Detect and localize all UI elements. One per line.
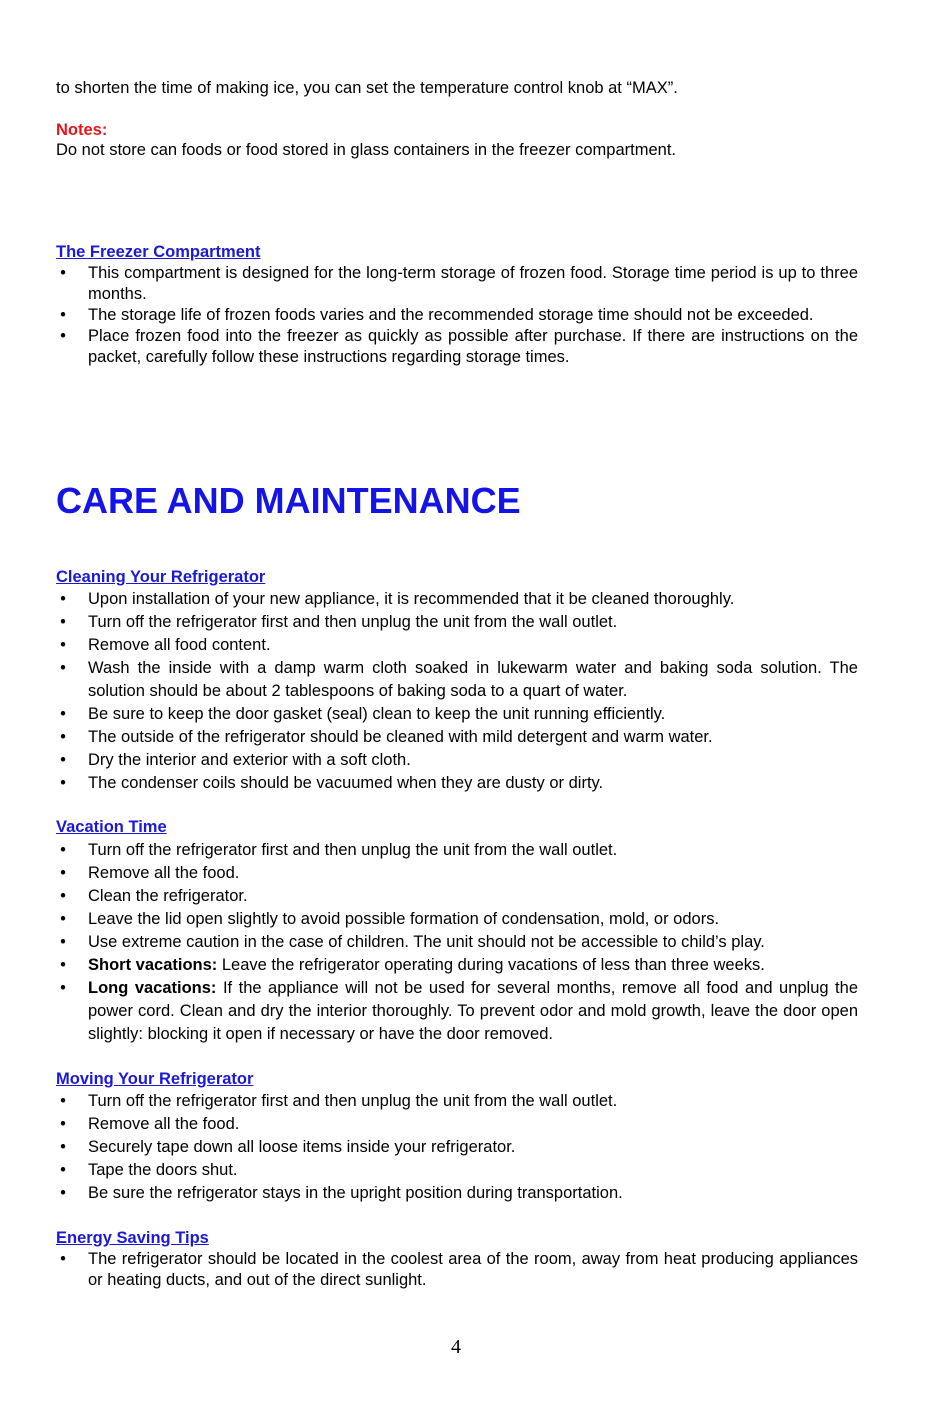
- bullet-icon: •: [60, 933, 66, 951]
- list-item: • Clean the refrigerator.: [56, 885, 858, 908]
- bullet-icon: •: [60, 306, 66, 324]
- bullet-icon: •: [60, 636, 66, 654]
- bullet-icon: •: [60, 887, 66, 905]
- bullet-icon: •: [60, 979, 66, 997]
- list-item: • Wash the inside with a damp warm cloth soaked in lukewarm water and baking soda solution. The solution should be about 2 tablespoons of baking soda to a quart of water.: [56, 657, 858, 703]
- page-title: CARE AND MAINTENANCE: [56, 480, 521, 521]
- bullet-icon: •: [60, 659, 66, 677]
- list-item: • Short vacations: Leave the refrigerator operating during vacations of less than three weeks.: [56, 954, 858, 977]
- notes-label: Notes:: [56, 121, 108, 139]
- list-item: • The refrigerator should be located in the coolest area of the room, away from heat producing appliances or heating ducts, and out of the direct sunlight.: [56, 1249, 858, 1291]
- list-item: • The condenser coils should be vacuumed when they are dusty or dirty.: [56, 772, 858, 795]
- list-item: • This compartment is designed for the long-term storage of frozen food. Storage time period is up to three months.: [56, 263, 858, 305]
- energy-heading: [56, 1228, 858, 1249]
- bullet-icon: •: [60, 1250, 66, 1268]
- cleaning-list: [56, 588, 858, 795]
- bullet-icon: •: [60, 1115, 66, 1133]
- bullet-icon: •: [60, 751, 66, 769]
- list-item: • Use extreme caution in the case of children. The unit should not be accessible to child’s play.: [56, 931, 858, 954]
- list-item: • Securely tape down all loose items inside your refrigerator.: [56, 1136, 858, 1159]
- list-item: • Turn off the refrigerator first and then unplug the unit from the wall outlet.: [56, 1090, 858, 1113]
- bullet-icon: •: [60, 590, 66, 608]
- bullet-icon: •: [60, 1161, 66, 1179]
- list-item: • Dry the interior and exterior with a soft cloth.: [56, 749, 858, 772]
- freezer-heading-text: The Freezer Compartment: [56, 243, 261, 261]
- notes-text: Do not store can foods or food stored in glass containers in the freezer compartment.: [56, 141, 676, 159]
- bullet-icon: •: [60, 327, 66, 345]
- list-item: • Be sure the refrigerator stays in the upright position during transportation.: [56, 1182, 858, 1205]
- list-item: • Place frozen food into the freezer as quickly as possible after purchase. If there are instructions on the packet, carefully follow these instructions regarding storage times.: [56, 326, 858, 368]
- energy-list: [56, 1249, 858, 1291]
- bullet-icon: •: [60, 705, 66, 723]
- list-item: • Remove all the food.: [56, 862, 858, 885]
- list-item: • Long vacations: If the appliance will not be used for several months, remove all food and unplug the power cord. Clean and dry the interior thoroughly. To prevent odor and mold growth, leave the door open slightly: blocking it open if necessary or have the door removed.: [56, 977, 858, 1046]
- list-item: • Remove all food content.: [56, 634, 858, 657]
- bullet-icon: •: [60, 864, 66, 882]
- bullet-icon: •: [60, 728, 66, 746]
- vacation-heading-text: Vacation Time: [56, 818, 167, 836]
- list-item: • Tape the doors shut.: [56, 1159, 858, 1182]
- cleaning-heading: [56, 567, 858, 588]
- moving-list: [56, 1090, 858, 1205]
- page-number: 4: [451, 1336, 461, 1358]
- bullet-icon: •: [60, 1184, 66, 1202]
- list-item: • Remove all the food.: [56, 1113, 858, 1136]
- vacation-list: [56, 839, 858, 1046]
- cleaning-heading-text: Cleaning Your Refrigerator: [56, 568, 266, 586]
- bullet-icon: •: [60, 264, 66, 282]
- bullet-icon: •: [60, 1138, 66, 1156]
- list-item: • Upon installation of your new appliance, it is recommended that it be cleaned thoroughly.: [56, 588, 858, 611]
- freezer-list: [56, 263, 858, 368]
- bullet-icon: •: [60, 774, 66, 792]
- list-item: • The storage life of frozen foods varies and the recommended storage time should not be exceeded.: [56, 305, 858, 326]
- energy-heading-text: Energy Saving Tips: [56, 1229, 209, 1247]
- list-item: • Turn off the refrigerator first and then unplug the unit from the wall outlet.: [56, 839, 858, 862]
- bullet-icon: •: [60, 841, 66, 859]
- bullet-icon: •: [60, 1092, 66, 1110]
- bullet-icon: •: [60, 613, 66, 631]
- intro-line: to shorten the time of making ice, you can set the temperature control knob at “MAX”.: [56, 79, 678, 97]
- bullet-icon: •: [60, 910, 66, 928]
- freezer-heading: [56, 242, 858, 263]
- list-item: • Turn off the refrigerator first and then unplug the unit from the wall outlet.: [56, 611, 858, 634]
- moving-heading-text: Moving Your Refrigerator: [56, 1070, 254, 1088]
- moving-heading: [56, 1069, 858, 1090]
- list-item: • Be sure to keep the door gasket (seal) clean to keep the unit running efficiently.: [56, 703, 858, 726]
- vacation-heading: [56, 817, 858, 838]
- list-item: • Leave the lid open slightly to avoid possible formation of condensation, mold, or odors.: [56, 908, 858, 931]
- bullet-icon: •: [60, 956, 66, 974]
- list-item: • The outside of the refrigerator should be cleaned with mild detergent and warm water.: [56, 726, 858, 749]
